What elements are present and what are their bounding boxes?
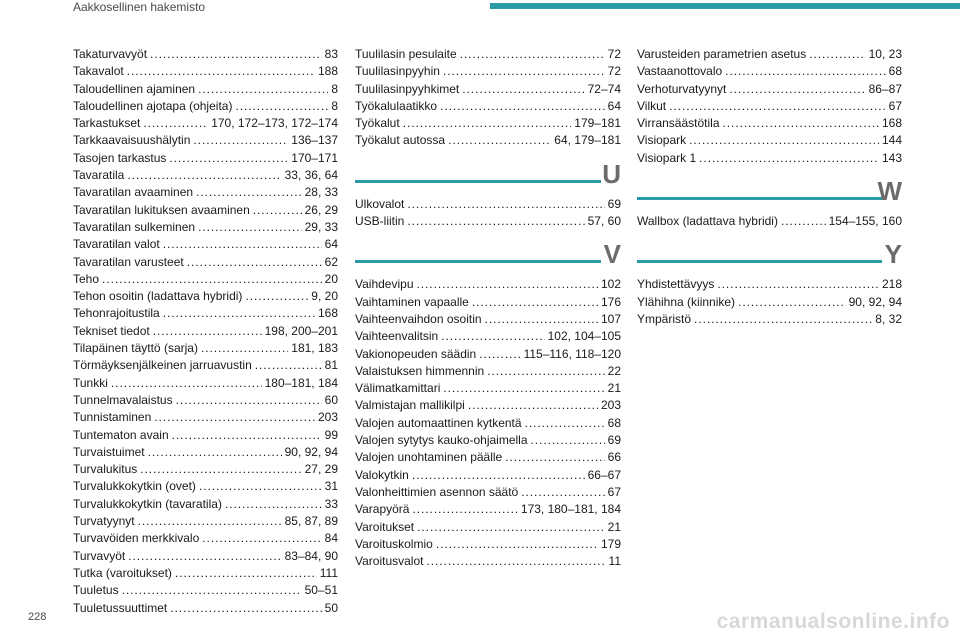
dot-leader	[196, 184, 302, 201]
dot-leader	[140, 461, 301, 478]
section-heading	[637, 167, 902, 213]
dot-leader	[172, 427, 322, 444]
index-entry	[355, 501, 621, 518]
index-page-refs: 11	[608, 554, 621, 569]
index-term: Visiopark	[637, 133, 687, 148]
index-page-refs: 198, 200–201	[264, 323, 338, 338]
index-page-refs: 102, 104–105	[547, 329, 621, 344]
index-entry	[355, 115, 621, 132]
dot-leader	[225, 496, 322, 513]
dot-leader	[694, 311, 872, 328]
index-entry	[637, 294, 902, 311]
index-entry	[637, 46, 902, 63]
dot-leader	[245, 288, 308, 305]
dot-leader	[407, 196, 604, 213]
index-page-refs: 85, 87, 89	[284, 514, 338, 529]
dot-leader	[169, 150, 288, 167]
index-entry	[73, 63, 338, 80]
dot-leader	[102, 271, 322, 288]
index-page-refs: 8	[331, 98, 338, 113]
index-term: Tehonrajoitustila	[73, 306, 160, 321]
index-term: Tuuletussuuttimet	[73, 600, 168, 615]
index-entry	[355, 98, 621, 115]
dot-leader	[531, 432, 605, 449]
index-entry	[73, 444, 338, 461]
index-entry	[73, 565, 338, 582]
index-term: Tunkki	[73, 375, 108, 390]
dot-leader	[443, 63, 605, 80]
index-entry	[637, 115, 902, 132]
index-page-refs: 21	[607, 519, 621, 534]
index-term: Turvalukkokytkin (ovet)	[73, 479, 196, 494]
index-page-refs: 168	[881, 116, 902, 131]
index-page-refs: 20	[324, 271, 338, 286]
index-page-refs: 179	[600, 536, 621, 551]
index-term: USB-liitin	[355, 214, 405, 229]
index-entry	[355, 553, 621, 570]
index-entry	[73, 305, 338, 322]
index-entry	[355, 363, 621, 380]
index-column-2	[355, 46, 621, 570]
index-term: Tavaratilan lukituksen avaaminen	[73, 202, 250, 217]
index-page-refs: 69	[607, 196, 621, 211]
section-letter: Y	[884, 239, 902, 270]
index-term: Tavaratilan valot	[73, 237, 160, 252]
index-term: Turvalukitus	[73, 462, 138, 477]
index-page-refs: 81	[324, 358, 338, 373]
index-entry	[355, 328, 621, 345]
index-page-refs: 50–51	[304, 583, 338, 598]
dot-leader	[487, 363, 604, 380]
index-page-refs: 69	[607, 433, 621, 448]
index-term: Tasojen tarkastus	[73, 150, 167, 165]
index-term: Vakionopeuden säädin	[355, 346, 477, 361]
index-term: Valonheittimien asennon säätö	[355, 484, 519, 499]
index-entry	[73, 530, 338, 547]
index-entry	[355, 46, 621, 63]
index-term: Tarkastukset	[73, 116, 141, 131]
index-entry	[637, 276, 902, 293]
section-divider	[637, 260, 882, 263]
index-entry	[355, 213, 621, 230]
dot-leader	[122, 582, 302, 599]
index-term: Turvatyynyt	[73, 514, 135, 529]
dot-leader	[525, 415, 605, 432]
index-entry	[637, 132, 902, 149]
index-term: Tunnelmavalaistus	[73, 392, 173, 407]
index-term: Varoitusvalot	[355, 554, 424, 569]
index-page-refs: 22	[607, 363, 621, 378]
section-letter: V	[603, 239, 621, 270]
index-term: Valojen automaattinen kytkentä	[355, 415, 522, 430]
index-term: Turvaistuimet	[73, 444, 145, 459]
index-entry	[637, 81, 902, 98]
index-term: Varusteiden parametrien asetus	[637, 47, 807, 61]
index-entry	[355, 432, 621, 449]
index-entry	[73, 254, 338, 271]
dot-leader	[111, 375, 262, 392]
index-page-refs: 170, 172–173, 172–174	[211, 116, 338, 131]
index-entry	[73, 288, 338, 305]
index-page-refs: 170–171	[291, 150, 338, 165]
index-term: Yhdistettävyys	[637, 277, 715, 292]
index-term: Valojen sytytys kauko-ohjaimella	[355, 433, 528, 448]
index-term: Vastaanottovalo	[637, 64, 723, 79]
index-page-refs: 86–87	[868, 81, 902, 96]
index-entry	[355, 380, 621, 397]
index-term: Tuulilasinpyyhin	[355, 64, 440, 79]
index-term: Virransäästötila	[637, 116, 720, 131]
dot-leader	[255, 357, 322, 374]
index-entry	[355, 536, 621, 553]
index-page-refs: 66–67	[587, 467, 621, 482]
index-page-refs: 218	[881, 277, 902, 292]
index-term: Varapyörä	[355, 502, 410, 517]
index-entry	[73, 81, 338, 98]
dot-leader	[412, 501, 517, 518]
index-entry	[355, 346, 621, 363]
index-entry	[73, 150, 338, 167]
index-entry	[73, 340, 338, 357]
index-entry	[73, 132, 338, 149]
index-entry	[73, 357, 338, 374]
index-page-refs: 168	[317, 306, 338, 321]
dot-leader	[468, 397, 598, 414]
index-entry	[355, 294, 621, 311]
index-entry	[73, 323, 338, 340]
index-entry	[637, 311, 902, 328]
dot-leader	[143, 115, 208, 132]
index-page-refs: 26, 29	[304, 202, 338, 217]
index-entry	[73, 496, 338, 513]
index-term: Tuntematon avain	[73, 427, 169, 442]
index-term: Valaistuksen himmennin	[355, 363, 485, 378]
index-page-refs: 83	[324, 47, 338, 61]
section-divider	[355, 180, 601, 183]
index-page-refs: 64	[324, 237, 338, 252]
index-entry	[637, 150, 902, 167]
index-entry	[355, 132, 621, 149]
index-page-refs: 99	[324, 427, 338, 442]
index-page-refs: 84	[324, 531, 338, 546]
index-term: Työkalut autossa	[355, 133, 446, 148]
index-page-refs: 68	[888, 64, 902, 79]
index-page-refs: 111	[319, 565, 338, 580]
index-page-refs: 50	[324, 600, 338, 615]
dot-leader	[154, 409, 315, 426]
dot-leader	[448, 132, 551, 149]
index-term: Vaihteenvaihdon osoitin	[355, 311, 482, 326]
index-entry	[355, 81, 621, 98]
dot-leader	[403, 115, 572, 132]
index-page-refs: 180–181, 184	[264, 375, 338, 390]
index-page-refs: 107	[600, 311, 621, 326]
index-entry	[73, 582, 338, 599]
dot-leader	[479, 346, 520, 363]
index-term: Ylähihna (kiinnike)	[637, 294, 736, 309]
index-term: Turvalukkokytkin (tavaratila)	[73, 496, 222, 511]
index-entry	[73, 167, 338, 184]
index-entry	[73, 478, 338, 495]
section-heading	[355, 150, 621, 196]
index-page-refs: 8	[331, 81, 338, 96]
index-term: Työkalulaatikko	[355, 98, 438, 113]
index-page-refs: 72	[607, 64, 621, 79]
dot-leader	[148, 444, 282, 461]
index-entry	[355, 519, 621, 536]
index-term: Valmistajan mallikilpi	[355, 398, 465, 413]
index-page-refs: 90, 92, 94	[284, 444, 338, 459]
page-header-title: Aakkosellinen hakemisto	[73, 0, 206, 14]
dot-leader	[127, 167, 281, 184]
index-entry	[73, 202, 338, 219]
index-entry	[355, 415, 621, 432]
index-entry	[355, 311, 621, 328]
dot-leader	[417, 519, 605, 536]
index-term: Valokytkin	[355, 467, 409, 482]
dot-leader	[202, 530, 321, 547]
index-term: Työkalut	[355, 116, 400, 131]
index-entry	[73, 115, 338, 132]
dot-leader	[175, 565, 317, 582]
index-term: Turvavöiden merkkivalo	[73, 531, 200, 546]
dot-leader	[441, 328, 544, 345]
index-entry	[73, 375, 338, 392]
dot-leader	[198, 81, 328, 98]
dot-leader	[729, 81, 865, 98]
index-term: Taloudellinen ajaminen	[73, 81, 196, 96]
index-page-refs: 31	[324, 479, 338, 494]
index-page-refs: 29, 33	[304, 219, 338, 234]
index-page-refs: 154–155, 160	[828, 214, 902, 229]
index-term: Tuulilasinpyyhkimet	[355, 81, 460, 96]
index-page-refs: 33, 36, 64	[284, 168, 338, 183]
index-term: Vaihtaminen vapaalle	[355, 294, 469, 309]
section-heading	[637, 230, 902, 276]
index-term: Tekniset tiedot	[73, 323, 150, 338]
dot-leader	[407, 213, 584, 230]
section-heading	[355, 230, 621, 276]
index-term: Tavaratila	[73, 168, 125, 183]
index-term: Törmäyksenjälkeinen jarruavustin	[73, 358, 252, 373]
index-term: Tavaratilan varusteet	[73, 254, 184, 269]
index-term: Teho	[73, 271, 100, 286]
index-page-refs: 68	[607, 415, 621, 430]
index-page-refs: 10, 23	[868, 47, 902, 61]
dot-leader	[460, 46, 605, 63]
section-letter: U	[602, 158, 621, 189]
index-page-refs: 176	[600, 294, 621, 309]
index-page-refs: 8, 32	[875, 311, 902, 326]
index-entry	[355, 467, 621, 484]
index-page-refs: 64, 179–181	[554, 133, 621, 148]
index-page-refs: 27, 29	[304, 462, 338, 477]
dot-leader	[699, 150, 879, 167]
index-page-refs: 72–74	[587, 81, 621, 96]
index-page-refs: 90, 92, 94	[848, 294, 902, 309]
dot-leader	[198, 219, 302, 236]
dot-leader	[781, 213, 826, 230]
index-term: Takavalot	[73, 64, 124, 79]
index-entry	[355, 63, 621, 80]
index-page-refs: 173, 180–181, 184	[520, 502, 621, 517]
index-column-3	[637, 46, 902, 328]
dot-leader	[201, 340, 288, 357]
index-page-refs: 203	[317, 410, 338, 425]
index-page-refs: 203	[600, 398, 621, 413]
index-entry	[637, 213, 902, 230]
dot-leader	[505, 449, 604, 466]
index-term: Wallbox (ladattava hybridi)	[637, 214, 778, 229]
index-entry	[73, 219, 338, 236]
dot-leader	[170, 600, 321, 617]
index-entry	[73, 392, 338, 409]
index-entry	[637, 98, 902, 115]
index-page-refs: 181, 183	[291, 341, 338, 356]
dot-leader	[235, 98, 328, 115]
dot-leader	[462, 81, 584, 98]
dot-leader	[127, 63, 315, 80]
dot-leader	[440, 98, 605, 115]
dot-leader	[187, 254, 322, 271]
page-number: 228	[28, 611, 47, 623]
index-term: Vaihdevipu	[355, 277, 414, 292]
dot-leader	[176, 392, 322, 409]
dot-leader	[485, 311, 598, 328]
index-term: Tuuletus	[73, 583, 119, 598]
dot-leader	[521, 484, 604, 501]
index-page-refs: 115–116, 118–120	[523, 346, 621, 361]
index-entry	[355, 276, 621, 293]
index-page-refs: 136–137	[291, 133, 338, 148]
index-term: Tavaratilan avaaminen	[73, 185, 194, 200]
index-term: Visiopark 1	[637, 150, 697, 165]
dot-leader	[809, 46, 865, 63]
index-page-refs: 57, 60	[587, 214, 621, 229]
index-entry	[73, 271, 338, 288]
index-term: Turvavyöt	[73, 548, 126, 563]
index-term: Valojen unohtaminen päälle	[355, 450, 503, 465]
index-term: Tilapäinen täyttö (sarja)	[73, 341, 198, 356]
index-entry	[73, 46, 338, 63]
index-term: Välimatkamittari	[355, 381, 441, 396]
index-page-refs: 66	[607, 450, 621, 465]
header-accent-bar	[490, 3, 960, 9]
dot-leader	[717, 276, 879, 293]
index-entry	[73, 427, 338, 444]
dot-leader	[472, 294, 598, 311]
index-column-1	[73, 46, 338, 617]
dot-leader	[426, 553, 605, 570]
index-page-refs: 67	[888, 98, 902, 113]
index-page-refs: 143	[881, 150, 902, 165]
index-term: Vilkut	[637, 98, 667, 113]
index-page-refs: 72	[607, 47, 621, 61]
index-entry	[73, 184, 338, 201]
index-term: Tarkkaavaisuushälytin	[73, 133, 191, 148]
index-term: Vaihteenvalitsin	[355, 329, 439, 344]
index-entry	[637, 63, 902, 80]
dot-leader	[153, 323, 262, 340]
section-letter: W	[877, 176, 902, 207]
index-term: Tutka (varoitukset)	[73, 565, 172, 580]
index-term: Ulkovalot	[355, 196, 405, 211]
index-page-refs: 179–181	[574, 116, 621, 131]
dot-leader	[417, 276, 598, 293]
dot-leader	[163, 236, 322, 253]
index-page-refs: 9, 20	[311, 289, 338, 304]
index-page-refs: 28, 33	[304, 185, 338, 200]
index-entry	[355, 196, 621, 213]
index-entry	[73, 513, 338, 530]
index-page-refs: 21	[607, 381, 621, 396]
index-entry	[73, 236, 338, 253]
index-term: Ympäristö	[637, 311, 692, 326]
dot-leader	[163, 305, 315, 322]
index-entry	[355, 397, 621, 414]
dot-leader	[138, 513, 282, 530]
index-entry	[355, 484, 621, 501]
dot-leader	[723, 115, 879, 132]
dot-leader	[669, 98, 886, 115]
dot-leader	[150, 46, 322, 63]
index-page-refs: 144	[881, 133, 902, 148]
index-term: Varoituskolmio	[355, 536, 433, 551]
index-page-refs: 83–84, 90	[284, 548, 338, 563]
index-entry	[73, 600, 338, 617]
index-entry	[73, 98, 338, 115]
index-term: Varoitukset	[355, 519, 415, 534]
dot-leader	[725, 63, 885, 80]
index-page-refs: 64	[607, 98, 621, 113]
index-page-refs: 62	[324, 254, 338, 269]
index-page-refs: 188	[317, 64, 338, 79]
section-divider	[637, 197, 882, 200]
section-divider	[355, 260, 601, 263]
index-entry	[355, 449, 621, 466]
index-entry	[73, 461, 338, 478]
index-term: Taloudellinen ajotapa (ohjeita)	[73, 98, 233, 113]
index-entry	[73, 548, 338, 565]
index-page-refs: 33	[324, 496, 338, 511]
index-term: Verhoturvatyynyt	[637, 81, 727, 96]
dot-leader	[253, 202, 302, 219]
index-page-refs: 60	[324, 392, 338, 407]
index-term: Takaturvavyöt	[73, 47, 148, 61]
index-term: Tehon osoitin (ladattava hybridi)	[73, 289, 243, 304]
dot-leader	[443, 380, 604, 397]
index-page-refs: 67	[607, 484, 621, 499]
dot-leader	[193, 132, 288, 149]
dot-leader	[738, 294, 846, 311]
watermark: carmanualsonline.info	[716, 610, 950, 633]
dot-leader	[689, 132, 879, 149]
index-term: Tuulilasin pesulaite	[355, 47, 457, 61]
index-term: Tavaratilan sulkeminen	[73, 219, 196, 234]
dot-leader	[412, 467, 585, 484]
dot-leader	[128, 548, 281, 565]
index-entry	[73, 409, 338, 426]
index-page-refs: 102	[600, 277, 621, 292]
index-term: Tunnistaminen	[73, 410, 152, 425]
dot-leader	[436, 536, 598, 553]
dot-leader	[199, 478, 322, 495]
